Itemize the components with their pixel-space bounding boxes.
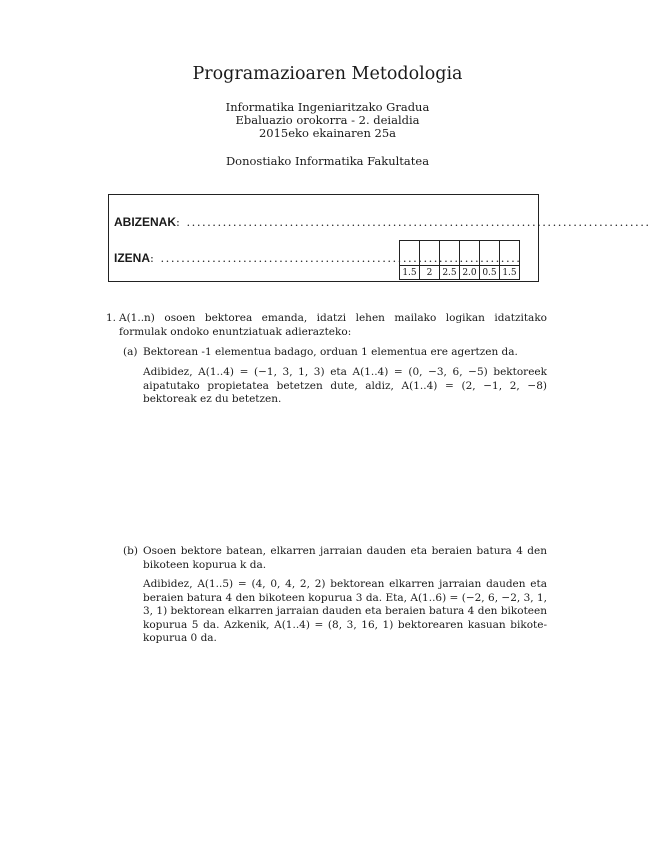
- faculty-line: Donostiako Informatika Fakultatea: [225, 154, 430, 168]
- question-number: 1.: [106, 312, 117, 324]
- surname-field[interactable]: [114, 215, 651, 229]
- subquestion-a-label: (a): [123, 346, 138, 358]
- page-title: Programazioaren Metodologia: [192, 64, 463, 84]
- student-info-box: [108, 194, 651, 282]
- score-cell[interactable]: [440, 241, 460, 266]
- score-cell[interactable]: [480, 241, 500, 266]
- name-label: IZENA: [114, 251, 150, 265]
- degree-line: Informatika Ingeniaritzako Gradua: [225, 100, 430, 114]
- subquestion-b-label: (b): [123, 545, 138, 557]
- exam-line: Ebaluazio orokorra - 2. deialdia: [235, 113, 420, 127]
- question-text: A(1..n) osoen bektorea emanda, idatzi lehen mailako logikan idatzitako formulak ondoko enuntziatuak adierazteko:: [119, 312, 547, 338]
- name-dots: : ......................................................................: [150, 251, 522, 265]
- score-points: 2.0: [460, 266, 480, 280]
- score-cell[interactable]: [420, 241, 440, 266]
- score-cell[interactable]: [460, 241, 480, 266]
- score-points: 1.5: [400, 266, 420, 280]
- score-cell[interactable]: [400, 241, 420, 266]
- score-points: 2: [420, 266, 440, 280]
- score-points: 0.5: [480, 266, 500, 280]
- score-points: 2.5: [440, 266, 460, 280]
- subquestion-a-example: Adibidez, A(1..4) = (−1, 3, 1, 3) eta A(1..4) = (0, −3, 6, −5) bektoreek aipatutako propietatea betetzen dute, aldiz, A(1..4) = (2, −1, 2, −8) bektoreak ez du betetzen.: [143, 366, 547, 405]
- surname-dots: : ..........................................................................................: [176, 215, 651, 229]
- subquestion-b-statement: Osoen bektore batean, elkarren jarraian dauden eta beraien batura 4 den bikoteen kopurua k da.: [143, 545, 547, 571]
- name-field[interactable]: [114, 251, 522, 265]
- surname-label: ABIZENAK: [114, 215, 176, 229]
- date-line: 2015eko ekainaren 25a: [258, 126, 397, 140]
- subquestion-a-statement: Bektorean -1 elementua badago, orduan 1 elementua ere agertzen da.: [143, 346, 518, 358]
- subquestion-b-example: Adibidez, A(1..5) = (4, 0, 4, 2, 2) bektorean elkarren jarraian dauden eta beraien batura 4 den bikoteen kopurua 3 da. Eta, A(1..6) = (−2, 6, −2, 3, 1, 3, 1) bektorean elkarren jarraian dauden eta beraien batura 4 den bikoteen kopurua 5 da. Azkenik, A(1..4) = (8, 3, 16, 1) bektorearen kasuan bikote-kopurua 0 da.: [143, 578, 547, 644]
- score-cell[interactable]: [500, 241, 520, 266]
- score-points: 1.5: [500, 266, 520, 280]
- score-table: [399, 240, 520, 280]
